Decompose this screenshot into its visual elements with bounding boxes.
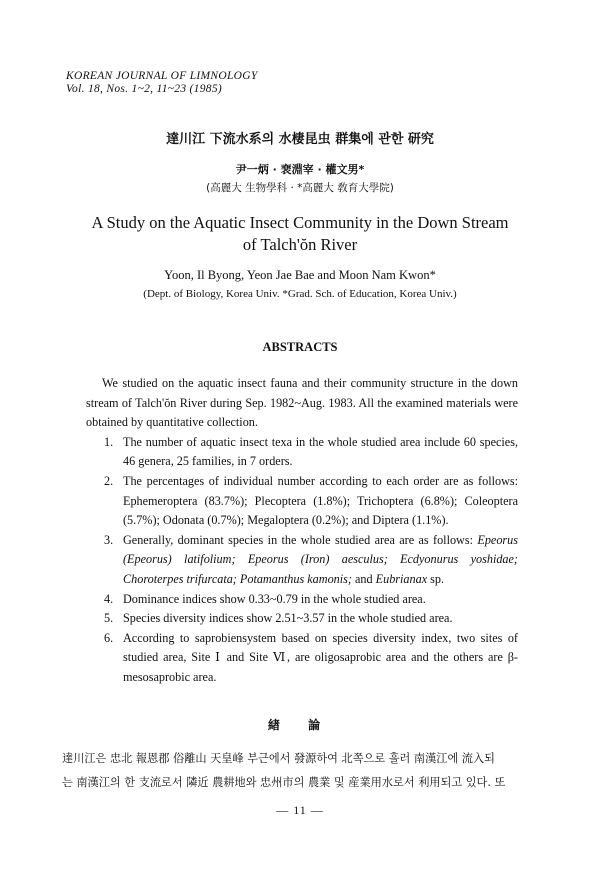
english-title-line1: A Study on the Aquatic Insect Community in the Down Stream	[91, 213, 509, 232]
species-list: Epeorus (Epeorus) latifolium; Epeorus (Iron) aesculus; Ecdyonurus yoshidae; Choroterpes trifurcata; Potamanthus kamonis;	[123, 532, 518, 586]
abstract-intro: We studied on the aquatic insect fauna and their community structure in the down stream of Talch'ŏn River during Sep. 1982~Aug. 1983. All the examined materials were obtained by quantitative collection.	[86, 376, 518, 430]
introduction-line: 는 南漢江의 한 支流로서 隣近 農耕地와 忠州市의 農業 및 産業用水로서 利用되고 있다. 또	[62, 776, 506, 789]
abstract-item: 3. Generally, dominant species in the whole studied area are as follows: Epeorus (Epeorus) latifolium; Epeorus (Iron) aesculus; Ecdyonurus yoshidae; Choroterpes trifurcata; Potamanthus kamonis; and Eubrianax sp.	[104, 532, 518, 586]
english-authors: Yoon, Il Byong, Yeon Jae Bae and Moon Nam Kwon*	[164, 268, 436, 282]
journal-name: KOREAN JOURNAL OF LIMNOLOGY	[66, 70, 258, 82]
abstract-item: 1. The number of aquatic insect texa in the whole studied area include 60 species, 46 genera, 25 families, in 7 orders.	[104, 434, 518, 469]
korean-affiliation: (高麗大 生物學科 · *高麗大 敎育大學院)	[206, 182, 394, 194]
introduction-body	[62, 747, 542, 795]
abstract-item: 4. Dominance indices show 0.33~0.79 in the whole studied area.	[104, 591, 426, 606]
english-title-line2: of Talch'ŏn River	[242, 235, 358, 254]
introduction-heading: 緖 論	[267, 718, 333, 732]
journal-volume: Vol. 18, Nos. 1~2, 11~23 (1985)	[66, 83, 223, 95]
abstract-item: 2. The percentages of individual number according to each order are as follows: Ephemeroptera (83.7%); Plecoptera (1.8%); Trichoptera (6.8%); Coleoptera (5.7%); Odonata (0.7%); Megaloptera (0.2%); and Diptera (1.1%).	[104, 473, 518, 528]
journal-header	[66, 70, 258, 96]
korean-title: 達川江 下流水系의 水棲昆虫 群集에 관한 研究	[166, 132, 434, 147]
abstract-heading: ABSTRACTS	[262, 340, 338, 354]
english-title	[0, 212, 600, 256]
abstract-item: 5. Species diversity indices show 2.51~3.57 in the whole studied area.	[104, 611, 453, 626]
abstract-item: 6. According to saprobiensystem based on species diversity index, two sites of studied area, Site Ⅰ and Site Ⅵ, are oligosaprobic area and the others are β-mesosaprobic area.	[104, 630, 518, 684]
introduction-line: 達川江은 忠北 報恩郡 俗離山 天皇峰 부근에서 發源하여 北쪽으로 흘러 南漢江에 流入되	[62, 752, 495, 765]
korean-authors: 尹一炳 · 裵淵宰 · 權文男*	[235, 163, 365, 176]
species-genus: Eubrianax	[375, 571, 428, 586]
english-affiliation: (Dept. of Biology, Korea Univ. *Grad. Sch. of Education, Korea Univ.)	[143, 288, 457, 300]
page-number: — 11 —	[276, 803, 324, 817]
abstract-list	[86, 433, 518, 688]
abstract-body	[86, 374, 518, 688]
